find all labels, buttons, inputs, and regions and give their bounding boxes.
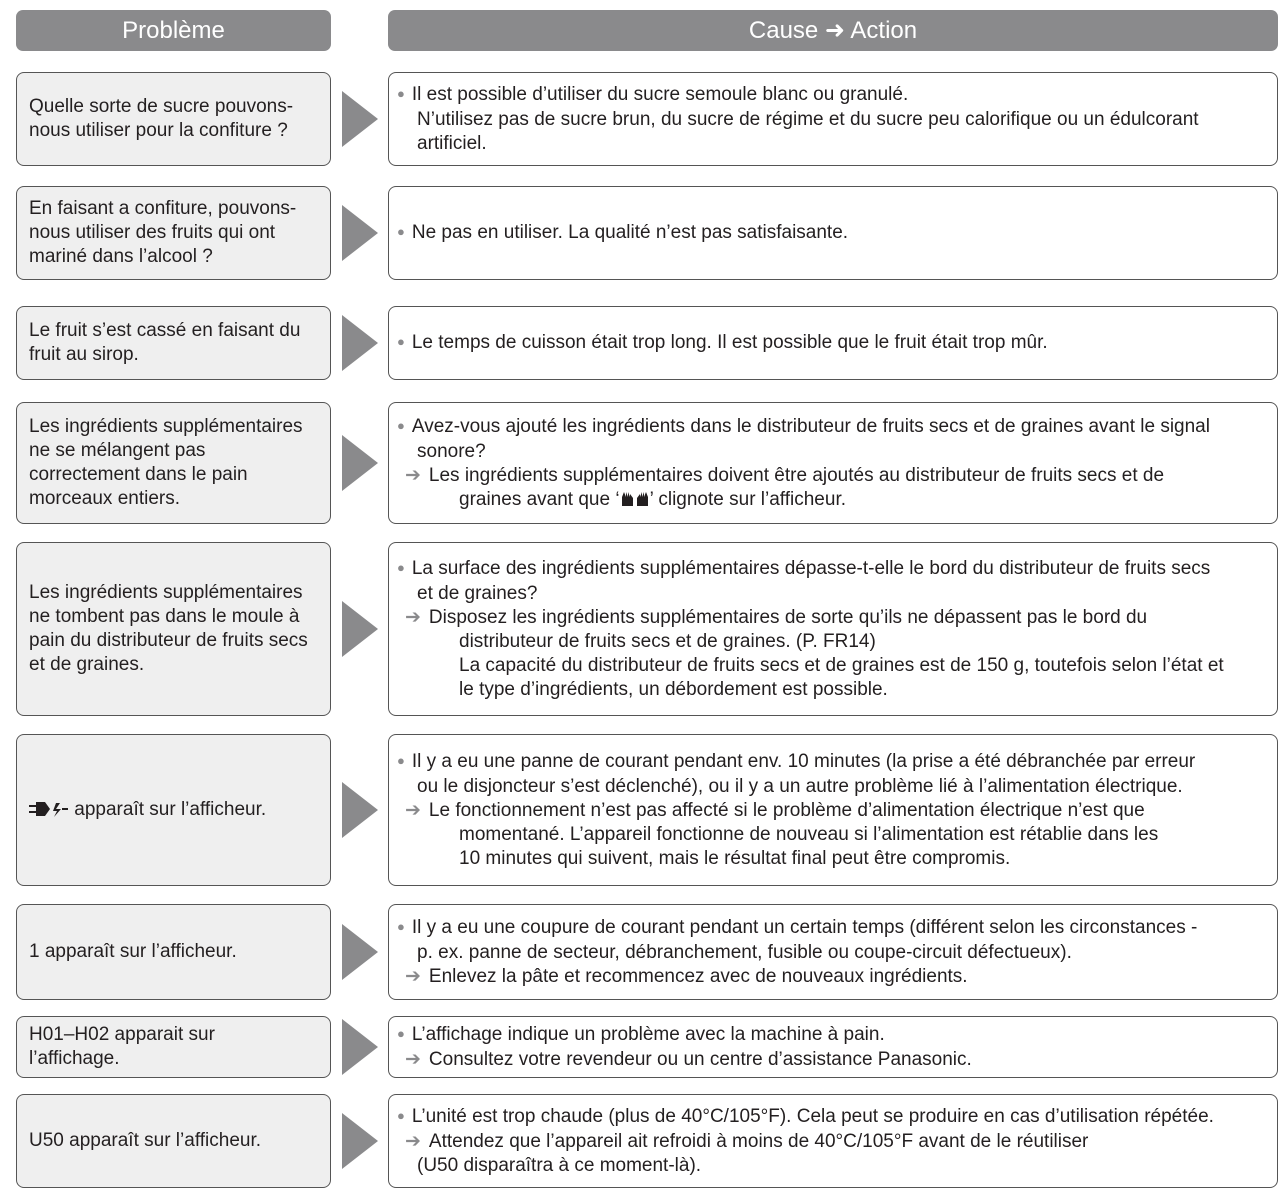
hands-icon <box>620 489 650 507</box>
cause-cell <box>388 904 1278 1000</box>
problem-cell: En faisant a confiture, pouvons- nous utiliser des fruits qui ont mariné dans l’alcool ? <box>16 186 331 280</box>
cause-cell <box>388 72 1278 166</box>
problem-cell: 1 apparaît sur l’afficheur. <box>16 904 331 1000</box>
cause-line: ➔ Disposez les ingrédients supplémentaires de sorte qu’ils ne dépassent pas le bord du <box>397 606 1267 630</box>
cause-line: ● Il est possible d’utiliser du sucre semoule blanc ou granulé. <box>397 83 1267 108</box>
cause-line: ● Il y a eu une panne de courant pendant env. 10 minutes (la prise a été débranchée par erreur <box>397 750 1267 775</box>
cause-line: p. ex. panne de secteur, débranchement, fusible ou coupe-circuit défectueux). <box>417 941 1072 963</box>
table-row <box>0 186 1284 280</box>
cause-line: ● L’affichage indique un problème avec la machine à pain. <box>397 1023 1267 1048</box>
cause-line: La capacité du distributeur de fruits secs et de graines est de 150 g, toutefois selon l’état et <box>459 654 1224 676</box>
cause-line: ou le disjoncteur s’est déclenché), ou il y a un autre problème lié à l’alimentation électrique. <box>417 775 1183 797</box>
problem-cell: Les ingrédients supplémentaires ne se mélangent pas correctement dans le pain morceaux entiers. <box>16 402 331 524</box>
table-row <box>0 72 1284 166</box>
cause-line: graines avant que ‘ ’ clignote sur l’afficheur. <box>459 488 847 510</box>
table-row <box>0 734 1284 886</box>
cause-line: momentané. L’appareil fonctionne de nouveau si l’alimentation est rétablie dans les <box>459 823 1159 845</box>
problem-cell: U50 apparaît sur l’afficheur. <box>16 1094 331 1188</box>
cause-line: le type d’ingrédients, un débordement est possible. <box>459 678 888 700</box>
cause-line: (U50 disparaîtra à ce moment-là). <box>417 1154 702 1176</box>
cause-line: ➔ Attendez que l’appareil ait refroidi à moins de 40°C/105°F avant de le réutiliser <box>397 1130 1267 1154</box>
cause-line: ● L’unité est trop chaude (plus de 40°C/105°F). Cela peut se produire en cas d’utilisation répétée. <box>397 1105 1267 1130</box>
arrow-right-icon <box>342 315 378 371</box>
header-problem: Problème <box>16 10 331 51</box>
table-row <box>0 904 1284 1000</box>
cause-line: ● Avez-vous ajouté les ingrédients dans le distributeur de fruits secs et de graines avant le signal <box>397 415 1267 440</box>
cause-cell <box>388 542 1278 716</box>
table-row <box>0 1016 1284 1078</box>
cause-line: N’utilisez pas de sucre brun, du sucre de régime et du sucre peu calorifique ou un édulcorant <box>417 108 1199 130</box>
arrow-right-icon <box>342 91 378 147</box>
cause-cell <box>388 1016 1278 1078</box>
cause-line: sonore? <box>417 440 486 462</box>
cause-line: artificiel. <box>417 132 487 154</box>
cause-cell <box>388 1094 1278 1188</box>
problem-cell: H01–H02 apparait sur l’affichage. <box>16 1016 331 1078</box>
table-row <box>0 306 1284 380</box>
cause-line: ➔ Les ingrédients supplémentaires doivent être ajoutés au distributeur de fruits secs et de <box>397 464 1267 488</box>
cause-line: ● Il y a eu une coupure de courant pendant un certain temps (différent selon les circonstances - <box>397 916 1267 941</box>
cause-cell <box>388 734 1278 886</box>
cause-line: ➔ Le fonctionnement n’est pas affecté si le problème d’alimentation électrique n’est que <box>397 799 1267 823</box>
cause-cell <box>388 402 1278 524</box>
problem-cell: apparaît sur l’afficheur. <box>16 734 331 886</box>
table-row <box>0 542 1284 716</box>
arrow-right-icon <box>342 782 378 838</box>
problem-cell: Les ingrédients supplémentaires ne tombent pas dans le moule à pain du distributeur de fruits secs et de graines. <box>16 542 331 716</box>
arrow-right-icon <box>342 205 378 261</box>
problem-cell: Le fruit s’est cassé en faisant du fruit au sirop. <box>16 306 331 380</box>
cause-line: et de graines? <box>417 582 538 604</box>
arrow-right-icon <box>342 1113 378 1169</box>
arrow-right-icon <box>342 1019 378 1075</box>
cause-line: ➔ Enlevez la pâte et recommencez avec de nouveaux ingrédients. <box>397 965 1267 989</box>
table-row <box>0 402 1284 524</box>
arrow-right-icon <box>342 435 378 491</box>
table-row <box>0 1094 1284 1188</box>
cause-cell <box>388 306 1278 380</box>
cause-line: ● Le temps de cuisson était trop long. Il est possible que le fruit était trop mûr. <box>397 331 1267 356</box>
cause-line: distributeur de fruits secs et de graines. (P. FR14) <box>459 630 876 652</box>
cause-line: ➔ Consultez votre revendeur ou un centre d’assistance Panasonic. <box>397 1048 1267 1072</box>
power-plug-icon <box>29 800 69 818</box>
arrow-right-icon <box>342 601 378 657</box>
problem-cell: Quelle sorte de sucre pouvons- nous utiliser pour la confiture ? <box>16 72 331 166</box>
cause-line: 10 minutes qui suivent, mais le résultat final peut être compromis. <box>459 847 1011 869</box>
cause-cell <box>388 186 1278 280</box>
cause-line: ● Ne pas en utiliser. La qualité n’est pas satisfaisante. <box>397 221 1267 246</box>
arrow-right-icon <box>342 924 378 980</box>
cause-line: ● La surface des ingrédients supplémentaires dépasse-t-elle le bord du distributeur de fruits secs <box>397 557 1267 582</box>
header-cause-action: Cause ➜ Action <box>388 10 1278 51</box>
